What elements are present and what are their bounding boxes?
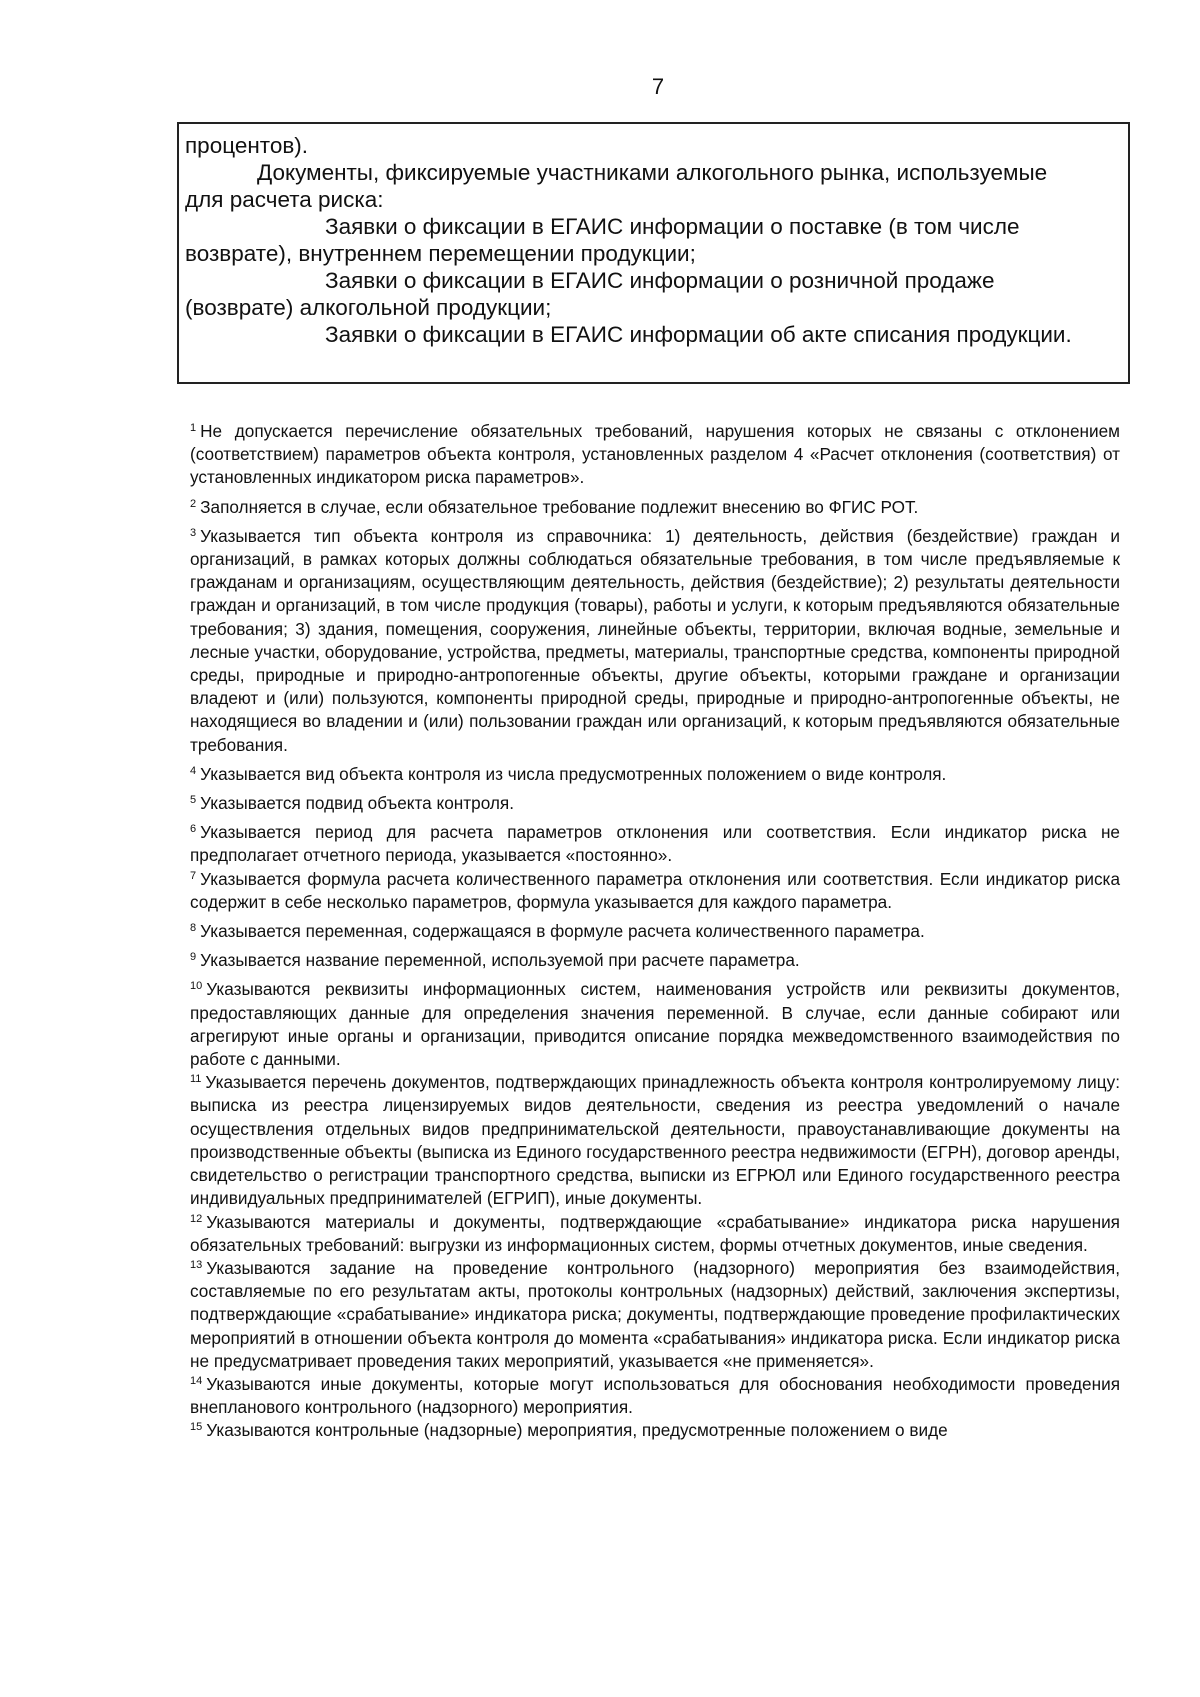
footnote-text: Не допускается перечисление обязательных требований, нарушения которых не связаны с отклонением (соответствием) параметров объекта контроля, установленных разделом 4 «Расчет отклонения (соответствия) от установленных индикатором риска параметров». [190,421,1120,488]
footnote [190,920,1120,943]
footnote [190,525,1120,757]
footnote-number: 5 [190,794,197,807]
footnote-text: Указывается период для расчета параметров отклонения или соответствия. Если индикатор риска не предполагает отчетного периода, указывается «постоянно». [190,822,1120,866]
footnote-text: Указывается формула расчета количественного параметра отклонения или соответствия. Если индикатор риска содержит в себе несколько параметров, формула указывается для каждого параметра. [190,868,1120,912]
footnote [190,420,1120,490]
box-line-4: Заявки о фиксации в ЕГАИС информации о поставке (в том числе [325,214,1020,239]
box-line-2: Документы, фиксируемые участниками алкогольного рынка, используемые [257,160,1048,185]
footnote-number: 6 [190,823,197,836]
footnote-number: 7 [190,869,197,882]
footnote [190,821,1120,867]
footnote [190,1257,1120,1373]
box-line-5: возврате), внутреннем перемещении продукции; [185,241,696,266]
page-number: 7 [651,74,665,99]
box-line-3: для расчета риска: [185,187,384,212]
footnote-number: 1 [190,422,197,434]
document-list-box [177,122,1130,384]
footnote-number: 12 [190,1212,203,1225]
box-line-6: Заявки о фиксации в ЕГАИС информации о розничной продаже [325,268,995,293]
footnote [190,1419,1120,1442]
footnote-number: 13 [190,1258,203,1271]
footnote-number: 2 [190,497,197,510]
footnote-text: Указываются иные документы, которые могут использоваться для обоснования необходимости проведения внепланового контрольного (надзорного) мероприятия. [190,1373,1120,1418]
footnote-text: Указывается название переменной, используемой при расчете параметра. [200,950,800,971]
footnote [190,792,1120,815]
footnote [190,1071,1120,1210]
footnote-number: 9 [190,951,197,964]
footnote-number: 3 [190,526,197,539]
footnote-number: 14 [190,1374,203,1387]
box-line-8: Заявки о фиксации в ЕГАИС информации об акте списания продукции. [325,322,1072,347]
footnote-number: 11 [190,1073,202,1086]
box-line-7: (возврате) алкогольной продукции; [185,295,552,320]
footnote-text: Указывается подвид объекта контроля. [200,793,515,814]
footnote-text: Указывается переменная, содержащаяся в формуле расчета количественного параметра. [200,921,925,942]
footnote-text: Указывается перечень документов, подтверждающих принадлежность объекта контроля контролируемому лицу: выписка из реестра лицензируемых видов деятельности, сведения из реестра уведомлений о начале осуществления отдельных видов предпринимательской деятельности, правоустанавливающие документы на производственные объекты (выписка из Единого государственного реестра недвижимости (ЕГРН), договор аренды, свидетельство о регистрации транспортного средства, выписки из ЕГРЮЛ или Единого государственного реестра индивидуальных предпринимателей (ЕГРИП), иные документы. [190,1072,1120,1209]
footnotes [190,420,1120,1443]
footnote-text: Указываются реквизиты информационных систем, наименования устройств или реквизиты документов, предоставляющих данные для определения значения переменной. В случае, если данные собирают или агрегируют иные органы и организации, приводится описание порядка межведомственного взаимодействия по работе с данными. [190,979,1120,1070]
footnote [190,496,1120,519]
footnote [190,949,1120,972]
footnote-number: 4 [190,764,197,777]
footnote-text: Указывается вид объекта контроля из числа предусмотренных положением о виде контроля. [200,763,947,784]
footnote [190,763,1120,786]
footnote [190,1211,1120,1257]
footnote [190,978,1120,1071]
footnote-text: Указываются материалы и документы, подтверждающие «срабатывание» индикатора риска нарушения обязательных требований: выгрузки из информационных систем, формы отчетных документов, иные сведения. [190,1211,1120,1255]
footnote [190,1373,1120,1419]
footnote-text: Указывается тип объекта контроля из справочника: 1) деятельность, действия (бездействие) граждан и организаций, в рамках которых должны соблюдаться обязательные требования, в том числе предъявляемые к гражданам и организациям, осуществляющим деятельность, действия (бездействие); 2) результаты деятельности граждан и организаций, в том числе продукция (товары), работы и услуги, к которым предъявляются обязательные требования; 3) здания, помещения, сооружения, линейные объекты, территории, включая водные, земельные и лесные участки, оборудование, устройства, предметы, материалы, транспортные средства, компоненты природной среды, природные и природно-антропогенные объекты, другие объекты, которыми граждане и организации владеют и (или) пользуются, компоненты природной среды, природные и природно-антропогенные объекты, не находящиеся во владении и (или) пользовании граждан или организаций, к которым предъявляются обязательные требования. [190,525,1120,755]
footnote-number: 15 [190,1421,203,1434]
box-line-1: процентов). [185,133,309,158]
footnote-text: Указываются контрольные (надзорные) мероприятия, предусмотренные положением о виде [206,1420,948,1441]
footnote-number: 10 [190,980,203,993]
footnote [190,868,1120,914]
footnote-text: Заполняется в случае, если обязательное требование подлежит внесению во ФГИС РОТ. [200,496,919,517]
footnote-text: Указываются задание на проведение контрольного (надзорного) мероприятия без взаимодействия, составляемые по его результатам акты, протоколы контрольных (надзорных) действий, заключения экспертизы, подтверждающие «срабатывание» индикатора риска; документы, подтверждающие проведение профилактических мероприятий в отношении объекта контроля до момента «срабатывания» индикатора риска. Если индикатор риска не предусматривает проведения таких мероприятий, указывается «не применяется». [190,1257,1120,1371]
footnote-number: 8 [190,922,197,935]
